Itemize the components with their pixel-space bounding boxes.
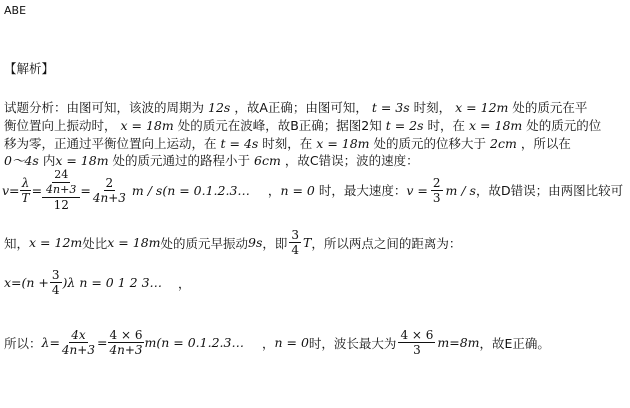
analysis-line-3: 移为零，正通过平衡位置向上运动，在 t = 4s 时刻，在 x = 18m 处的质元的位移大于 2cm ，所以在: [4, 136, 571, 151]
analysis-line-1: 试题分析：由图可知，该波的周期为 12s ，故A正确；由图可知， t = 3s 时刻， x = 12m 处的质元在平: [4, 100, 588, 115]
answer-label: ABE: [4, 4, 27, 17]
analysis-line-4: 0～4s 内x = 18m 处的质元通过的路程小于 6cm ，故C错误；波的速度：: [4, 153, 419, 168]
analysis-line-2: 衡位置向上振动时， x = 18m 处的质元在波峰，故B正确；据图2知 t = 2s 时，在 x = 18m 处的质元的位: [4, 118, 602, 133]
distance-formula: x=(n + $\frac{3}{4}$ )λ n = 0 1 2 3… ，: [4, 268, 191, 297]
velocity-formula: v= $\frac{\lambda}{T}$ = $\frac{\frac{24}{4n+3}}{12}$ = $\frac{2}{4n+3}$ m / s(n = 0.1.2.3… ， n = 0 时，最大速度： v = $\frac{2}{3}$ m / s ，故D错误；由两图比较可: [2, 168, 624, 212]
section-heading: 【解析】: [4, 61, 55, 76]
wavelength-formula: 所以： λ= $\frac{4x}{4n+3}$ = $\frac{4 \times 6}{4n+3}$ m(n = 0.1.2.3… ， n = 0 时，波长最大为 $\frac{4 \times 6}{3}$ m=8m ，故E正确。: [4, 328, 550, 357]
analysis-line-6: 知， x = 12m 处比 x = 18m 处的质元早振动 9s ，即 $\frac{3}{4}$ T ，所以两点之间的距离为：: [4, 228, 462, 257]
